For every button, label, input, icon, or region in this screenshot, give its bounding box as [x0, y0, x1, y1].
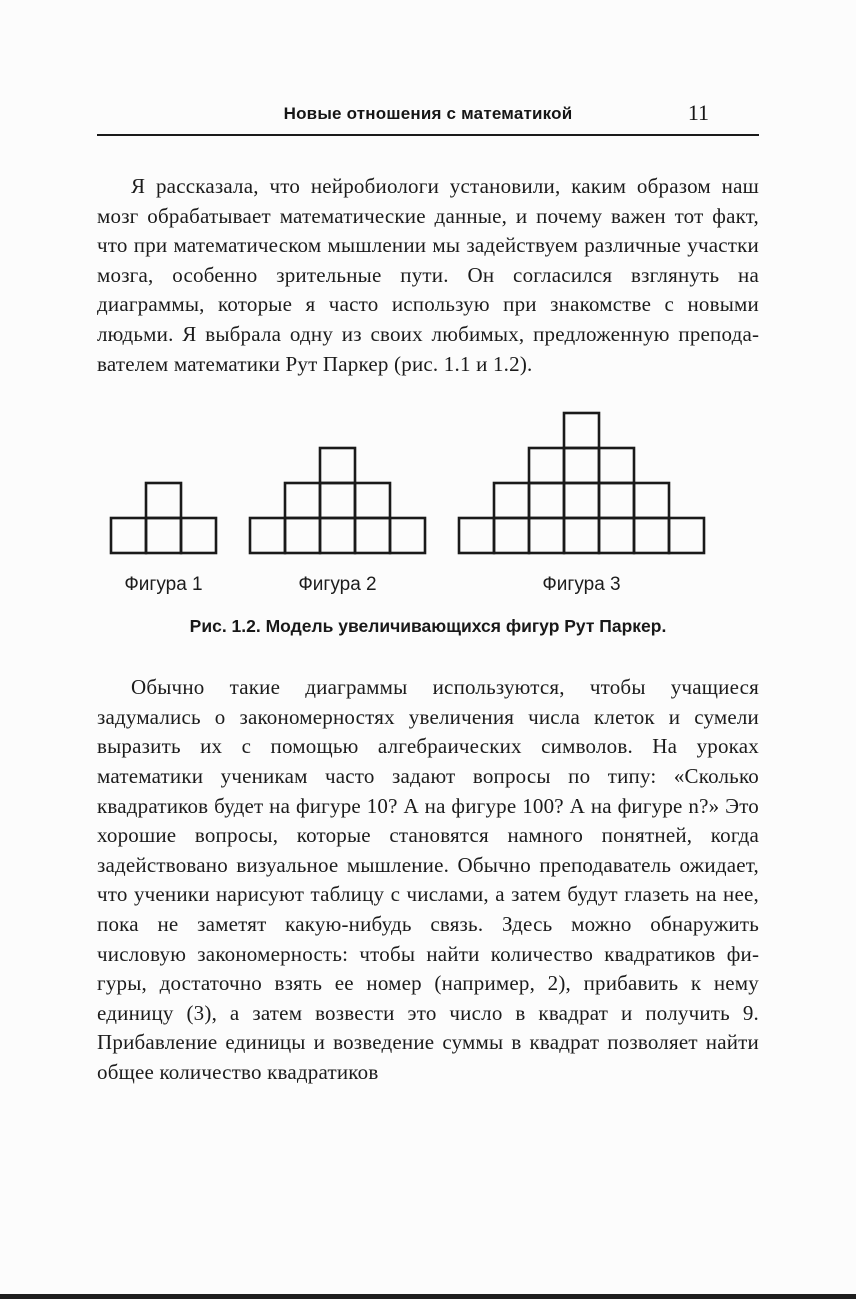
figure-label: Фигура 2 — [298, 574, 377, 596]
figure-caption: Рис. 1.2. Модель увеличивающихся фигур Рут Паркер. — [189, 616, 667, 637]
figure-label: Фигура 3 — [542, 574, 621, 596]
figure-label: Фигура 1 — [124, 574, 203, 596]
paragraph-2: Обычно такие диаграммы используются, чтобы учащиеся задумались о закономерностях увеличения числа клеток и сумели выразить их с помощью алгебраических символов. На уроках математики ученикам часто задают вопросы по типу: «Сколько квадратиков будет на фигуре 10? А на фигуре 100? А на фигуре n?» Это хорошие вопросы, которые становятся намного понятней, когда задействовано визуальное мышление. Обычно преподаватель ожидает, что ученики нарисуют таблицу с числами, а затем будут глазеть на нее, пока не заметят какую-нибудь связь. Здесь можно обнаружить числовую закономерность: чтобы найти количество квадратиков фигуры, достаточно взять ее номер (например, 2), прибавить к нему единицу (3), а затем возвести это число в квадрат и получить 9. Прибавление единицы и возведение суммы в квадрат позволяет найти общее количество квадратиков — [97, 675, 759, 1084]
page-number: 11 — [687, 100, 709, 125]
chapter-title: Новые отношения с математикой — [283, 104, 573, 123]
pyramid-figure-3 — [457, 411, 706, 596]
paragraph-1: Я рассказала, что нейробиологи установили, каким образом наш мозг обрабатывает математические данные, и почему важен тот факт, что при математическом мышлении мы задействуем различные участки мозга, особенно зрительные пути. Он согласился взглянуть на диаграммы, которые я часто использую при знакомстве с новыми людьми. Я выбрала одну из своих любимых, предложенную преподавателем математики Рут Паркер (рис. 1.1 и 1.2). — [97, 174, 759, 376]
page-header — [97, 100, 759, 128]
pyramid-figure-2 — [248, 446, 427, 596]
pyramid-drawing — [457, 411, 706, 555]
header-rule — [97, 134, 759, 136]
pyramid-figure-1 — [109, 481, 218, 596]
pyramid-drawing — [109, 481, 218, 555]
pyramid-drawing — [248, 446, 427, 555]
page-bottom-edge — [0, 1294, 856, 1299]
figure-row — [109, 411, 759, 596]
